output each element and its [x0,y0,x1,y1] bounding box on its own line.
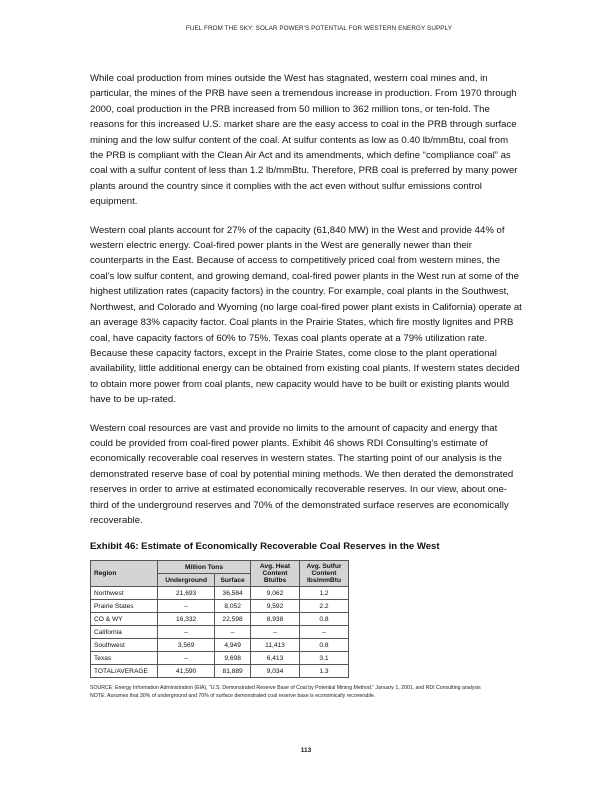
cell-heat: 8,938 [251,613,300,626]
cell-underground: – [158,626,215,639]
table-notes [90,684,530,700]
source-note: SOURCE: Energy Information Administration (EIA), “U.S. Demonstrated Reserve Base of Coal by Potential Mining Method,” January 1, 2001, and RDI Consulting analysis [90,685,481,692]
cell-underground: – [158,652,215,665]
table-row-total [91,665,349,678]
header-region: Region [91,561,158,587]
cell-surface: 4,949 [215,639,251,652]
table-row [91,613,349,626]
cell-sulfur: 2.2 [300,600,349,613]
cell-sulfur: 3.1 [300,652,349,665]
cell-region: Northwest [91,587,158,600]
running-header: FUEL FROM THE SKY: SOLAR POWER'S POTENTIAL FOR WESTERN ENERGY SUPPLY [185,25,452,32]
cell-surface: – [215,626,251,639]
page-content [90,71,522,700]
cell-region: TOTAL/AVERAGE [91,665,158,678]
cell-region: CO & WY [91,613,158,626]
header-surface: Surface [215,574,251,587]
paragraph-western-coal-plants: Western coal plants account for 27% of the capacity (61,840 MW) in the West and provide 44% of western electric energy. Coal-fired power plants in the West are generally newer than their counterparts in the East. Because of access to competitively priced coal from western mines, the coal’s low sulfur content, and growing demand, coal-fired power plants in the West run at some of the highest utilization rates (capacity factors) in the country. For example, coal plants in the Southwest, Northwest, and Colorado and Wyoming (no large coal-fired power plant exists in California) operate at an average 83% capacity factor. Coal plants in the Prairie States, which fire mostly lignites and PRB coal, have capacity factors of 60% to 75%. Texas coal plants operate at a 79% utilization rate. Because these capacity factors, except in the Prairie States, come close to the plant operational availability, little additional energy can be obtained from existing coal plants. If western states decided to obtain more power from coal plants, new capacity would have to be built or existing plants would have to be up-rated. [90,224,522,406]
cell-sulfur: 0.8 [300,639,349,652]
cell-sulfur: 1.3 [300,665,349,678]
cell-surface: 22,598 [215,613,251,626]
exhibit-title: Exhibit 46: Estimate of Economically Recoverable Coal Reserves in the West [90,541,440,553]
cell-underground: 21,693 [158,587,215,600]
cell-sulfur: 1.2 [300,587,349,600]
header-avg-sulfur: Avg. Sulfur Content lbs/mmBtu [300,561,349,587]
page-number: 113 [300,747,312,754]
cell-heat: 9,592 [251,600,300,613]
cell-heat: 6,413 [251,652,300,665]
cell-underground: 41,590 [158,665,215,678]
header-million-tons: Million Tons [158,561,251,574]
header-underground: Underground [158,574,215,587]
cell-heat: 9,062 [251,587,300,600]
cell-sulfur: – [300,626,349,639]
cell-region: Texas [91,652,158,665]
cell-underground: 3,569 [158,639,215,652]
cell-surface: 8,052 [215,600,251,613]
cell-heat: 11,413 [251,639,300,652]
cell-region: California [91,626,158,639]
cell-surface: 9,698 [215,652,251,665]
cell-surface: 81,889 [215,665,251,678]
header-avg-heat: Avg. Heat Content Btu/lbs [251,561,300,587]
cell-region: Southwest [91,639,158,652]
cell-heat: – [251,626,300,639]
paragraph-prb-production: While coal production from mines outside the West has stagnated, western coal mines and, in particular, the mines of the PRB have seen a tremendous increase in production. From 1970 through 2000, coal production in the PRB increased from 50 million to 362 million tons, or ten-fold. The reasons for this increased U.S. market share are the easy access to coal in the PRB through surface mining and the low sulfur content of the coal. At sulfur contents as low as 0.40 lb/mmBtu, coal from the PRB is compliant with the Clean Air Act and its amendments, which define “compliance coal” as coal with a sulfur content of less than 1.2 lb/mmBtu. Therefore, PRB coal is preferred by many power plants around the country since it complies with the act even without sulfur emissions control equipment. [90,73,518,208]
cell-surface: 36,584 [215,587,251,600]
coal-reserves-table [90,560,349,678]
table-row [91,626,349,639]
cell-underground: 16,332 [158,613,215,626]
table-row [91,600,349,613]
assumption-note: NOTE: Assumes that 30% of underground and 70% of surface demonstrated coal reserve base is economically recoverable. [90,693,376,700]
cell-region: Prairie States [91,600,158,613]
cell-underground: – [158,600,215,613]
table-row [91,639,349,652]
cell-sulfur: 0.8 [300,613,349,626]
cell-heat: 9,034 [251,665,300,678]
paragraph-coal-resources: Western coal resources are vast and provide no limits to the amount of capacity and energy that could be provided from coal-fired power plants. Exhibit 46 shows RDI Consulting’s estimate of economically recoverable coal reserves in western states. The starting point of our analysis is the demonstrated reserve base of coal by potential mining methods. We then derated the demonstrated reserves in order to arrive at estimated economically recoverable reserves. In our view, about one-third of the underground reserves and 70% of the demonstrated surface reserves are economically recoverable. [90,422,514,526]
table-row [91,652,349,665]
table-row [91,587,349,600]
